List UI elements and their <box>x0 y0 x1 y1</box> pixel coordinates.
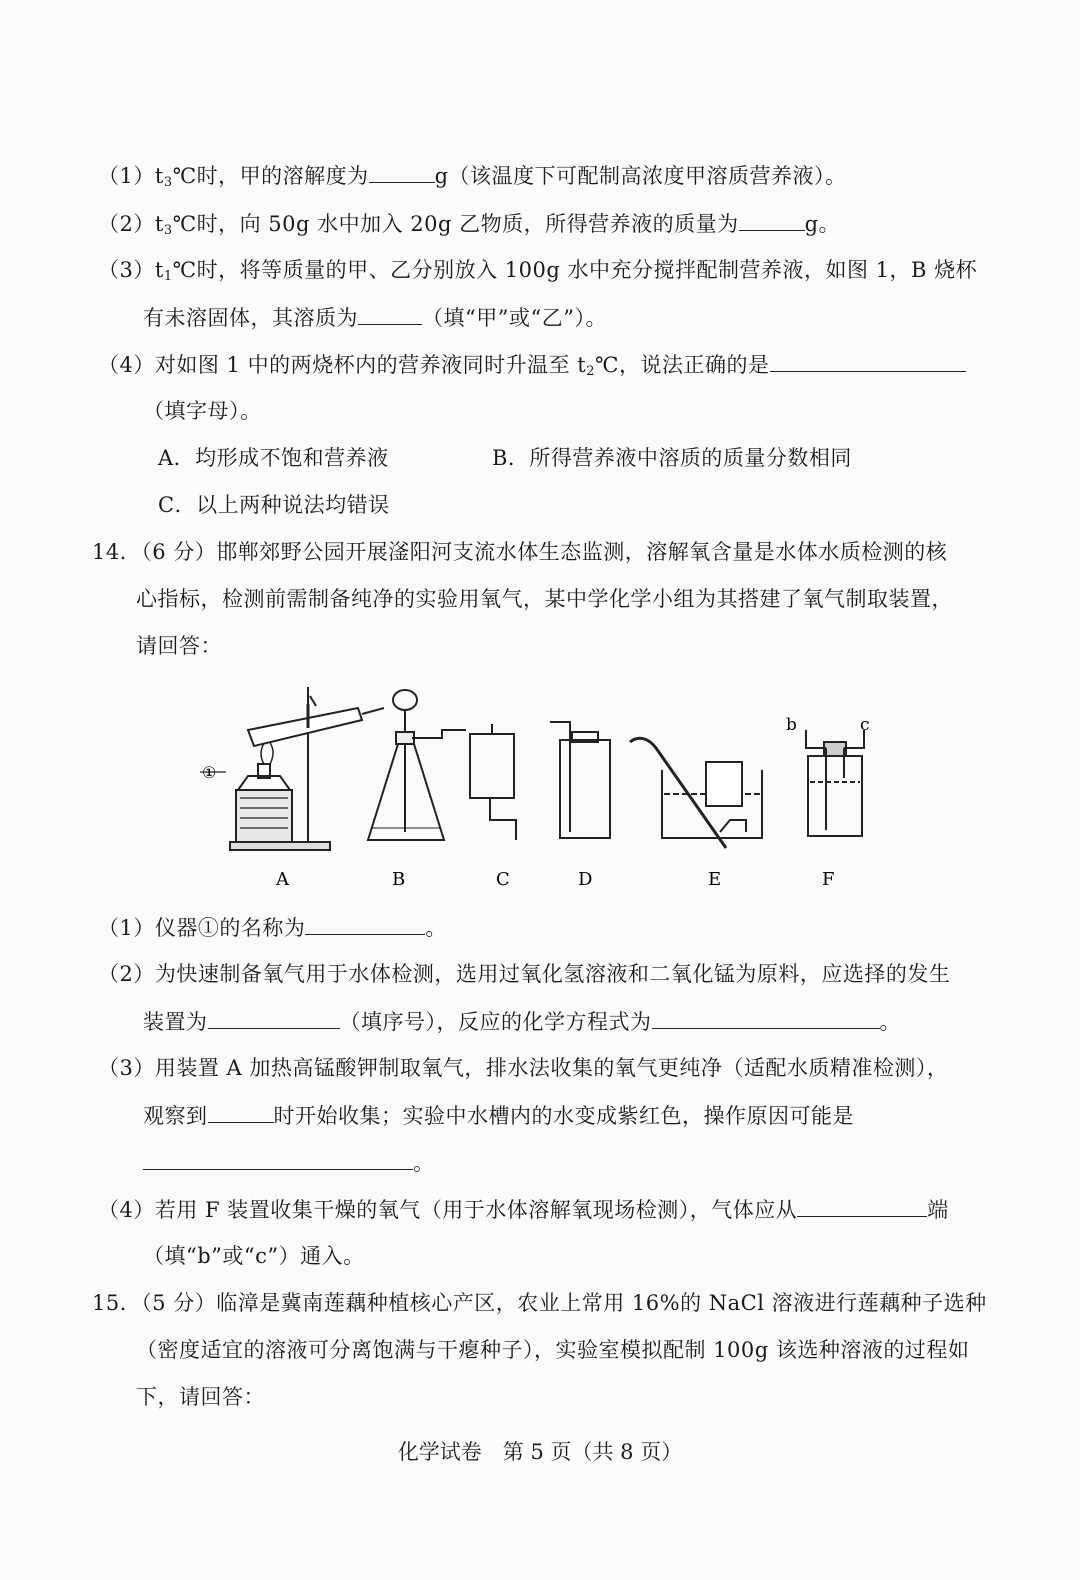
q14-part4-line2: （填“b”或“c”）通入。 <box>143 1244 365 1268</box>
q13-part1: $(1)t_3℃$时，甲的溶解度为 g（该温度下可配制高浓度甲溶质营养液）。 <box>98 160 847 198</box>
q13-part2: $(2)t_3℃$时，向 50g 水中加入 20g 乙物质，所得营养液的质量为 g。 <box>98 208 840 246</box>
port-label-c: c <box>860 715 870 735</box>
option-a: A．均形成不饱和营养液 <box>158 446 389 470</box>
q15-stem-line2: （密度适宜的溶液可分离饱满与干瘪种子），实验室模拟配制 100g 该选种溶液的过程如 <box>136 1338 970 1362</box>
q15-stem-line3: 下，请回答： <box>136 1385 265 1409</box>
q13-part3-line1: $(3)t_1℃$时，将等质量的甲、乙分别放入 100g 水中充分搅拌配制营养液，如图 1，B 烧杯 <box>98 258 978 284</box>
answer-blank[interactable] <box>208 1006 340 1029</box>
q15-stem-line1: 15．（5 分）临漳是冀南莲藕种植核心产区，农业上常用 16%的 NaCl 溶液进行莲藕种子选种 <box>92 1291 987 1315</box>
label-f: F <box>822 869 835 890</box>
option-c: C．以上两种说法均错误 <box>158 493 390 517</box>
label-e: E <box>708 869 722 890</box>
label-a: A <box>276 869 289 890</box>
q14-part2-line1: （2）为快速制备氧气用于水体检测，选用过氧化氢溶液和二氧化锰为原料，应选择的发生 <box>98 962 951 986</box>
apparatus-f <box>806 730 864 836</box>
apparatus-c <box>470 724 516 840</box>
answer-blank[interactable] <box>143 1147 413 1170</box>
option-b: B．所得营养液中溶质的质量分数相同 <box>492 446 852 470</box>
q14-stem-line2: 心指标，检测前需制备纯净的实验用氧气，某中学化学小组为其搭建了氧气制取装置， <box>136 587 953 611</box>
answer-blank[interactable] <box>770 349 966 372</box>
q14-part1: （1）仪器①的名称为 。 <box>98 912 447 943</box>
q14-stem-line1: 14．（6 分）邯郸郊野公园开展滏阳河支流水体生态监测，溶解氧含量是水体水质检测的核 <box>92 540 948 564</box>
apparatus-e <box>630 738 762 848</box>
q14-part2-line2: 装置为 （填序号），反应的化学方程式为 。 <box>143 1006 901 1037</box>
answer-blank[interactable] <box>652 1006 880 1029</box>
q13-part3-line2: 有未溶固体，其溶质为 （填“甲”或“乙”）。 <box>143 302 607 333</box>
answer-blank[interactable] <box>358 302 422 325</box>
label-c: C <box>496 869 510 890</box>
apparatus-b <box>368 690 466 840</box>
apparatus-figure <box>200 682 880 892</box>
answer-blank[interactable] <box>369 160 435 183</box>
answer-blank[interactable] <box>305 912 425 935</box>
q14-part3-line1: （3）用装置 A 加热高锰酸钾制取氧气，排水法收集的氧气更纯净（适配水质精准检测）， <box>98 1056 949 1080</box>
q13-part4-line1: （4）对如图 1 中的两烧杯内的营养液同时升温至 $t_2℃$，说法正确的是 <box>98 349 966 387</box>
apparatus-d <box>550 722 610 838</box>
q14-stem-line3: 请回答： <box>136 634 222 658</box>
answer-blank[interactable] <box>208 1100 274 1123</box>
port-label-b: b <box>786 715 797 735</box>
q13-part4-line2: （填字母）。 <box>143 399 262 423</box>
apparatus-a <box>200 687 384 850</box>
page-footer: 化学试卷 第 5 页（共 8 页） <box>397 1440 683 1464</box>
q14-part3-line3: 。 <box>143 1147 435 1178</box>
answer-blank[interactable] <box>797 1194 927 1217</box>
q14-part3-line2: 观察到 时开始收集；实验中水槽内的水变成紫红色，操作原因可能是 <box>143 1100 854 1131</box>
answer-blank[interactable] <box>739 208 805 231</box>
q14-part4-line1: （4）若用 F 装置收集干燥的氧气（用于水体溶解氧现场检测），气体应从 端 <box>98 1194 949 1225</box>
marker-circle-1: ① <box>202 763 217 782</box>
label-b: B <box>392 869 406 890</box>
label-d: D <box>578 869 593 890</box>
